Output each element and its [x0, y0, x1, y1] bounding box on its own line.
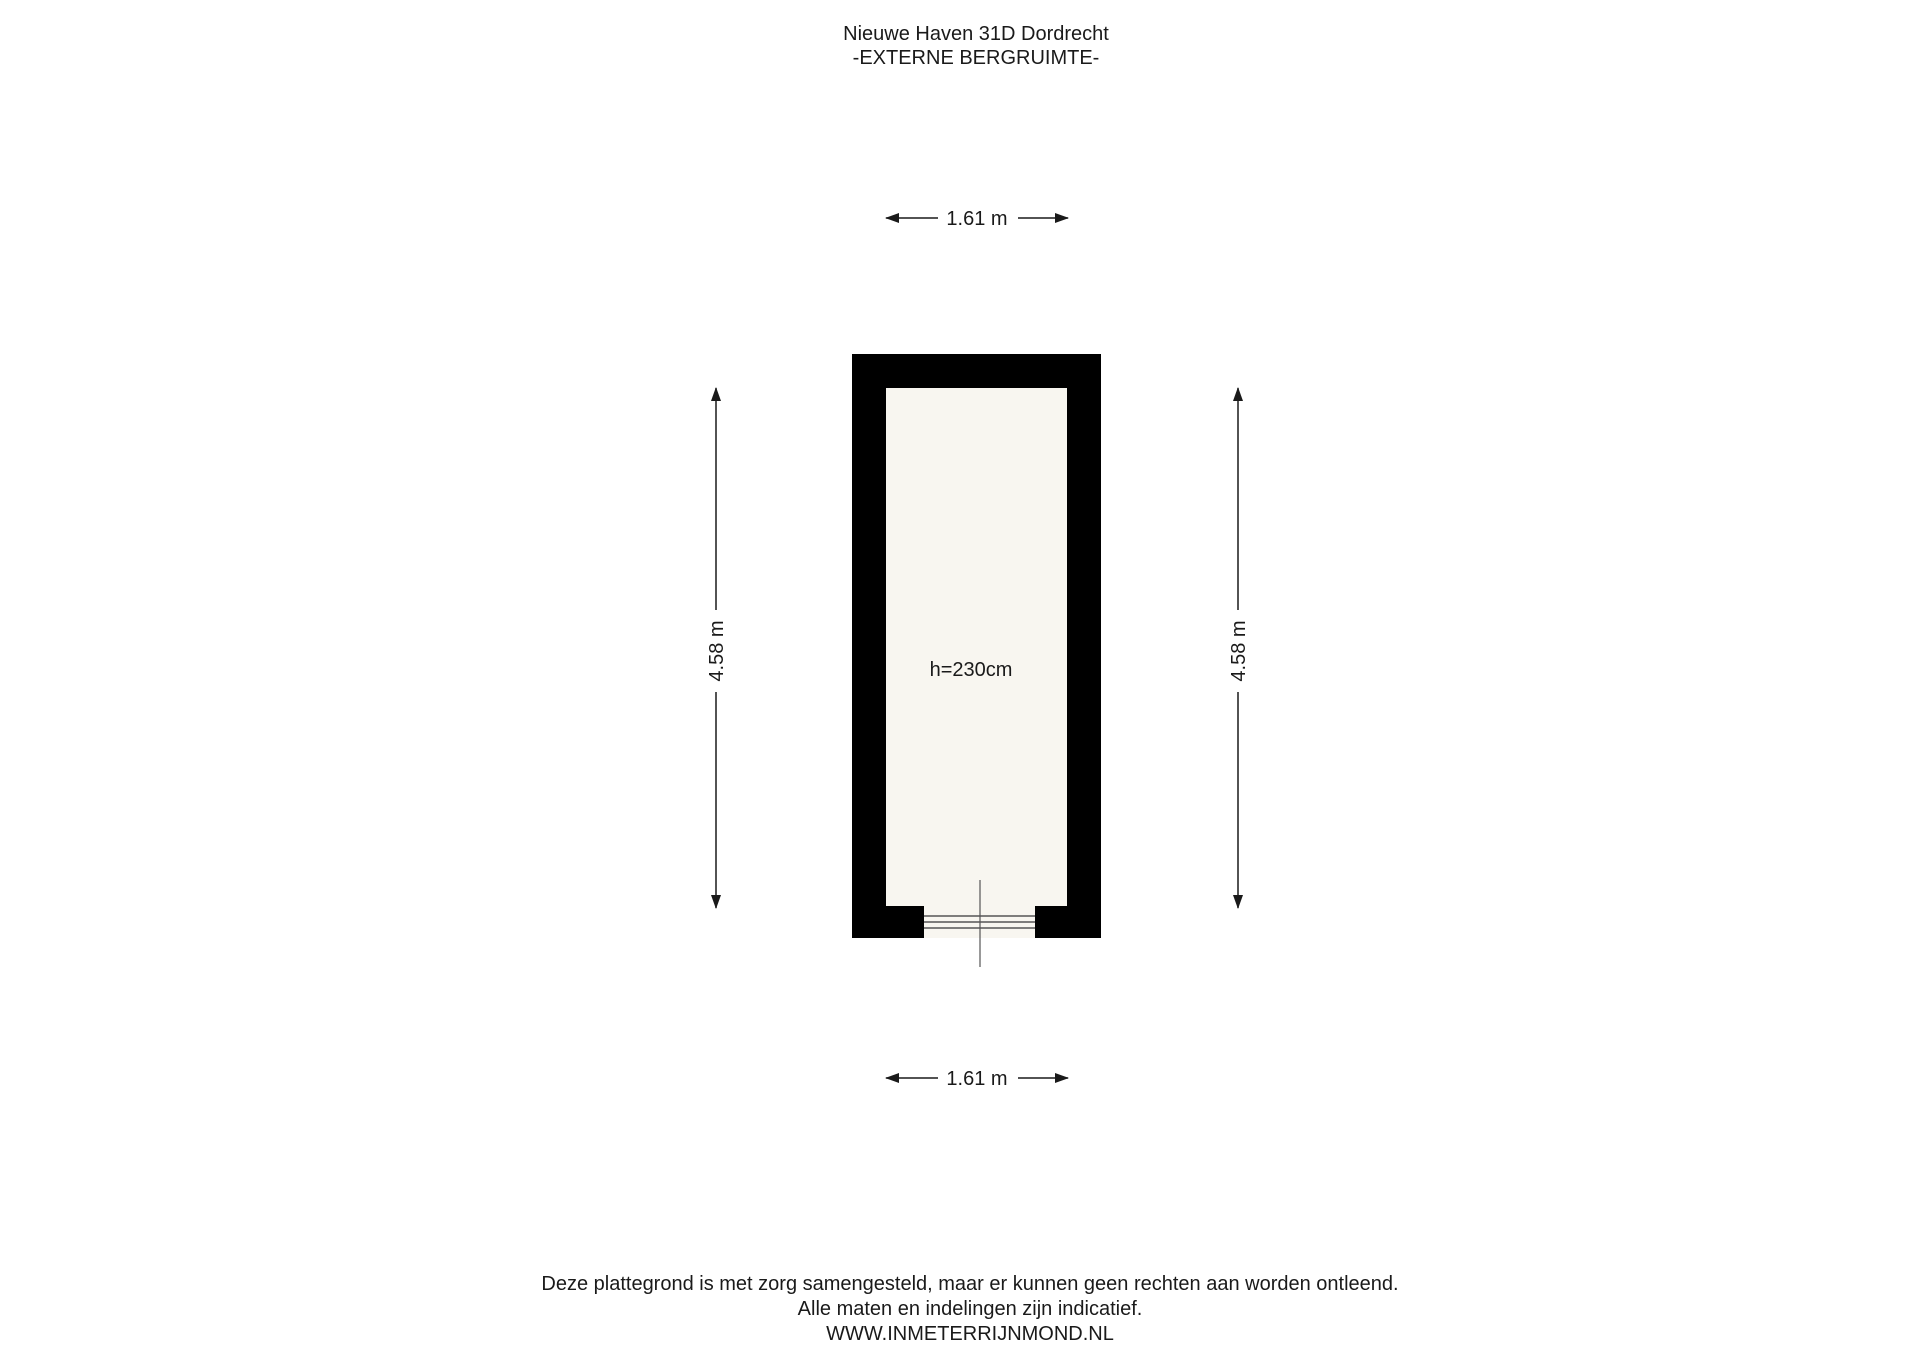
disclaimer-line: Deze plattegrond is met zorg samengesteld, maar er kunnen geen rechten aan worden ontleend.	[541, 1273, 1399, 1295]
left-length-dimension	[706, 388, 728, 908]
website-link[interactable]: WWW.INMETERRIJNMOND.NL	[826, 1323, 1114, 1345]
address-title: Nieuwe Haven 31D Dordrecht	[843, 23, 1109, 45]
indicative-note: Alle maten en indelingen zijn indicatief.	[797, 1298, 1143, 1320]
top-width-label: 1.61 m	[946, 208, 1008, 230]
plan-subtitle: -EXTERNE BERGRUIMTE-	[852, 47, 1100, 69]
left-length-label: 4.58 m	[706, 620, 728, 682]
room-height-label: h=230cm	[929, 659, 1013, 681]
bottom-wall-right	[1035, 906, 1101, 938]
bottom-width-label: 1.61 m	[946, 1068, 1008, 1090]
right-length-label: 4.58 m	[1228, 620, 1250, 682]
bottom-wall-left	[852, 906, 924, 938]
disclaimer-footer	[0, 1272, 1920, 1347]
top-width-dimension	[886, 208, 1068, 230]
right-length-dimension	[1228, 388, 1250, 908]
storage-room	[852, 354, 1101, 967]
bottom-width-dimension	[886, 1068, 1068, 1090]
